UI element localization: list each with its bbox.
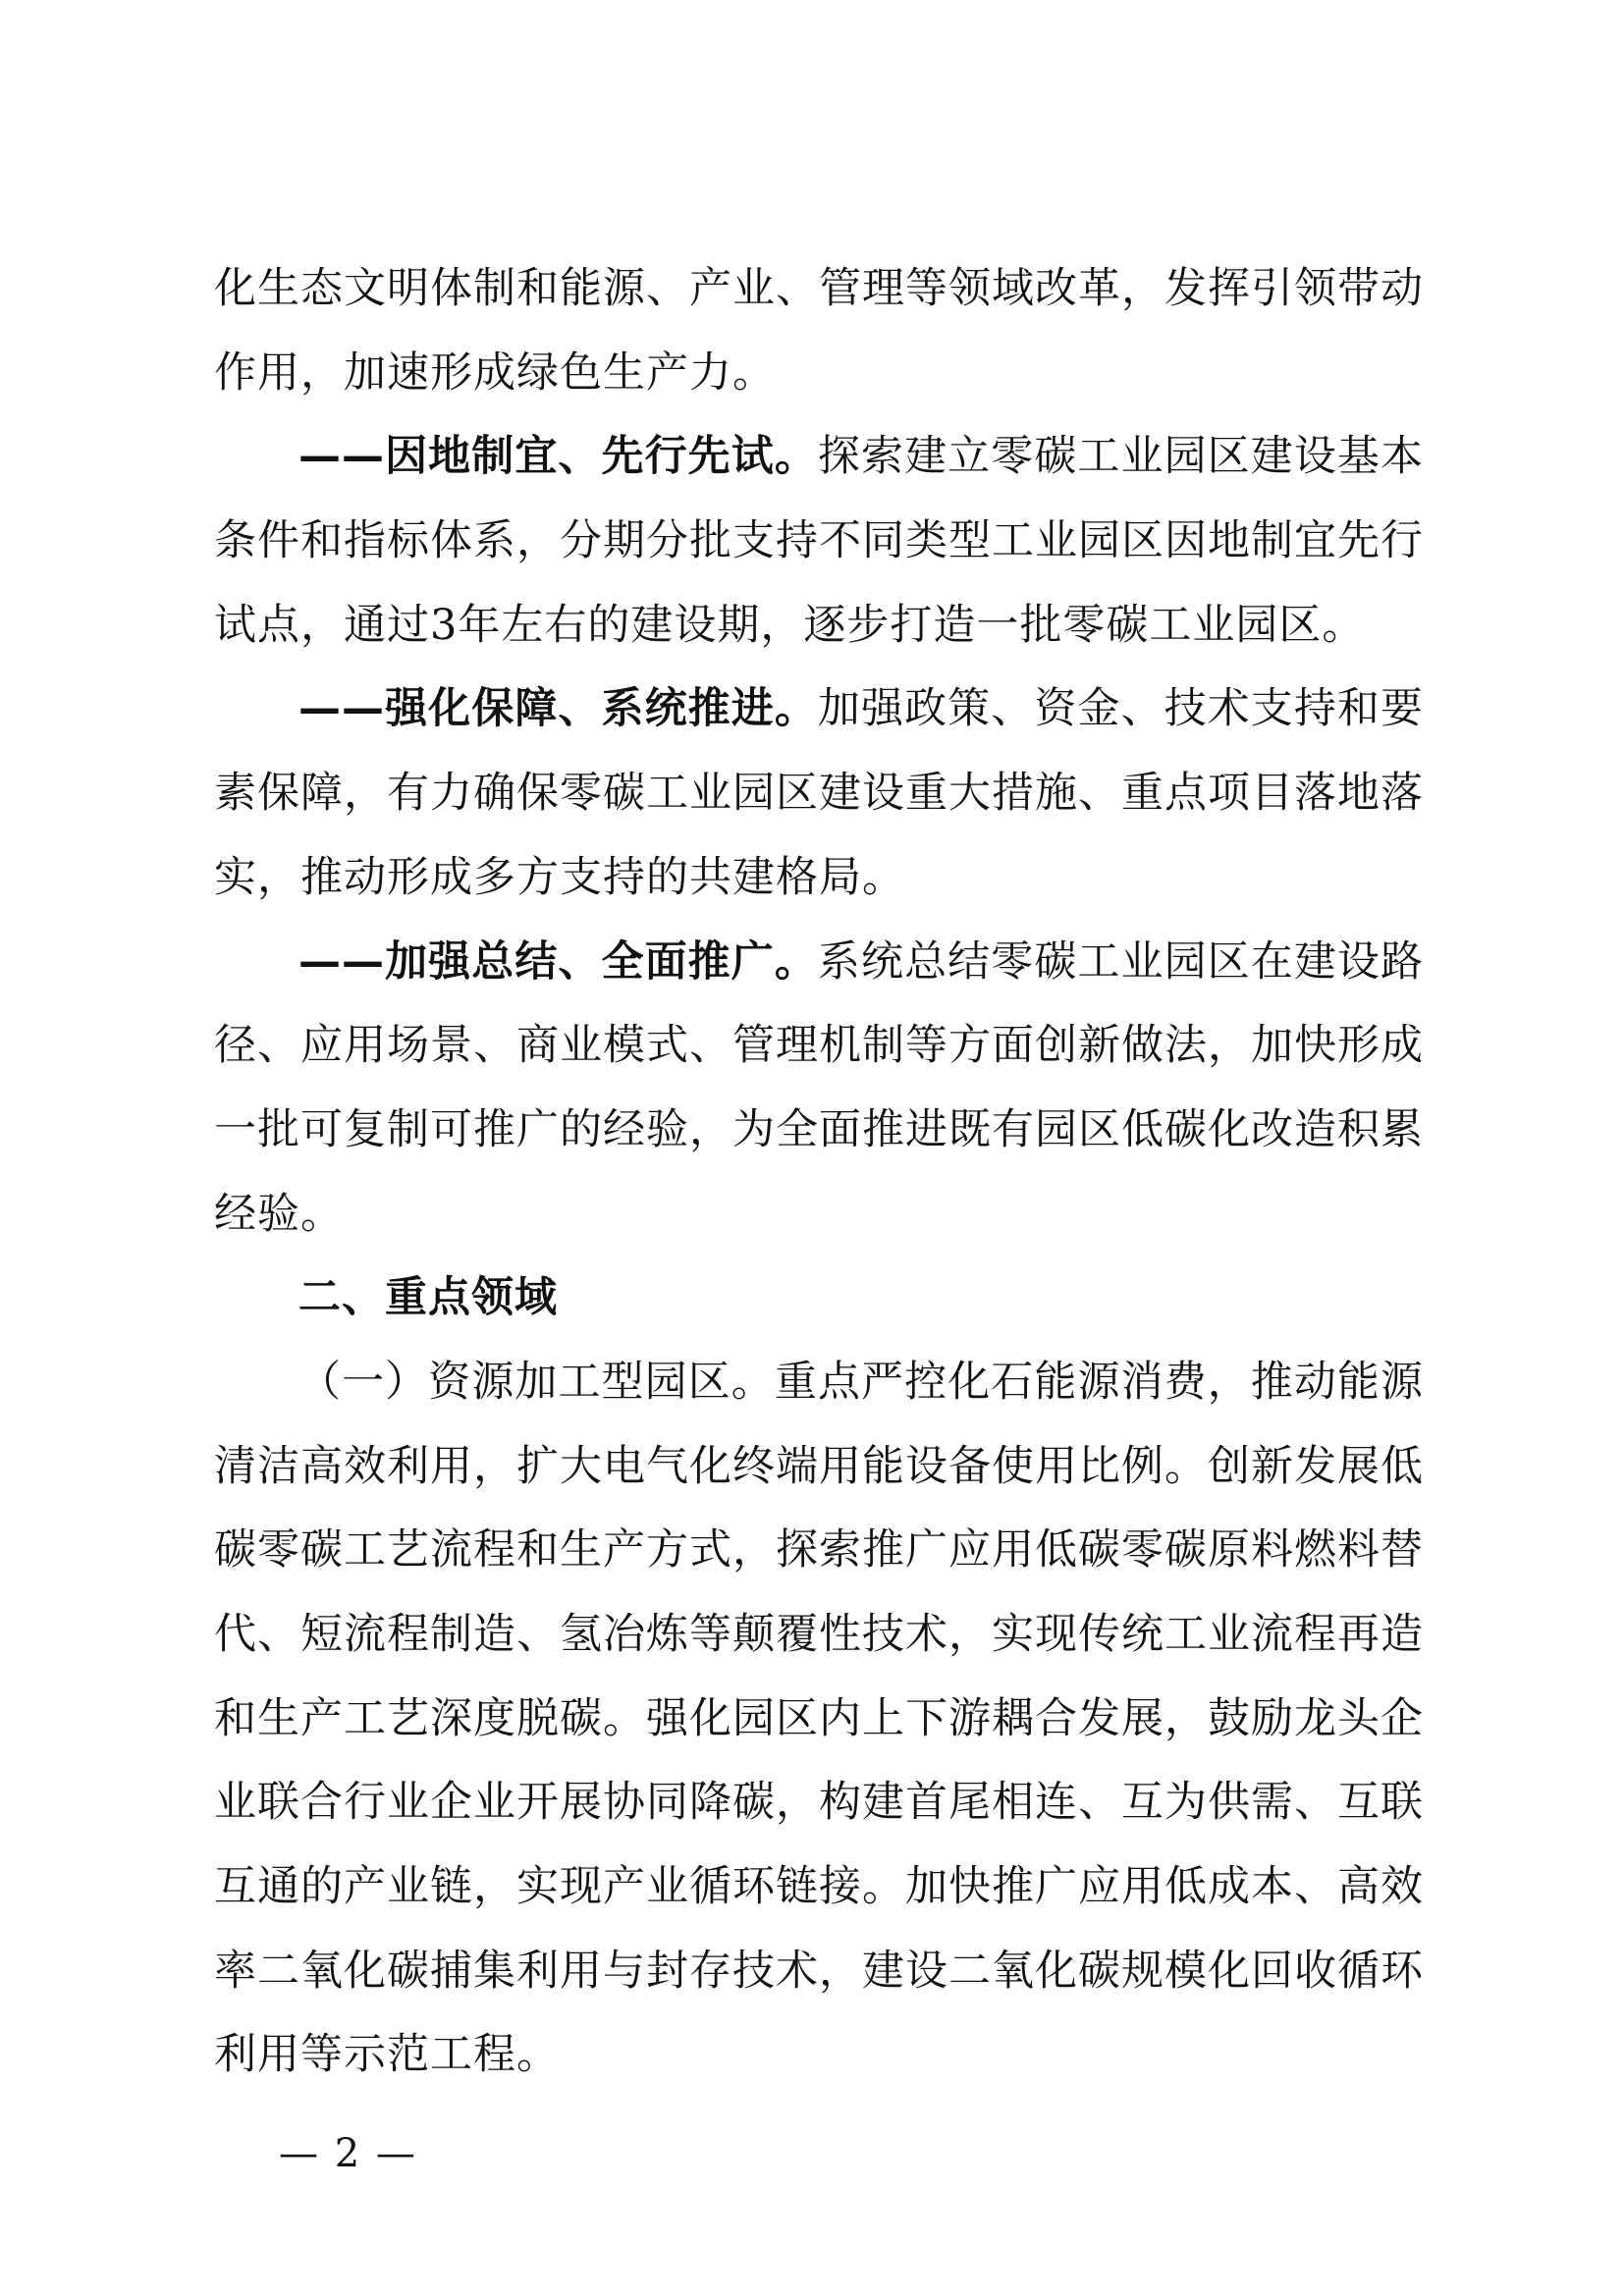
text-line: 经验。 [214,1189,344,1239]
text-line: 碳零碳工艺流程和生产方式，探索推广应用低碳零碳原料燃料替 [214,1525,1424,1575]
text-line [214,1341,1424,1425]
text-line: 试点，通过3年左右的建设期，逐步打造一批零碳工业园区。 [214,600,1366,650]
paragraph-text: 加强政策、资金、技术支持和要 [817,684,1425,734]
text-line: 径、应用场景、商业模式、管理机制等方面创新做法，加快形成 [214,1021,1424,1071]
page-number: — 2 — [279,2131,417,2176]
paragraph-text: 系统总结零碳工业园区在建设路 [817,936,1425,987]
text-line [214,921,1424,1005]
text-line: 实，推动形成多方支持的共建格局。 [214,852,905,902]
text-line: 率二氧化碳捕集利用与封存技术，建设二氧化碳规模化回收循环 [214,1946,1424,1996]
text-line: 条件和指标体系，分期分批支持不同类型工业园区因地制宜先行 [214,516,1424,566]
text-line [214,667,1424,752]
text-line: 利用等示范工程。 [214,2030,560,2080]
text-line: 和生产工艺深度脱碳。强化园区内上下游耦合发展，鼓励龙头企 [214,1693,1424,1743]
paragraph-lead: ——因地制宜、先行先试。 [298,432,818,482]
text-line: 化生态文明体制和能源、产业、管理等领域改革，发挥引领带动 [214,264,1424,313]
text-line: 作用，加速形成绿色生产力。 [214,347,776,398]
paragraph-text: 探索建立零碳工业园区建设基本 [817,432,1425,482]
text-line: 互通的产业链，实现产业循环链接。加快推广应用低成本、高效 [214,1862,1424,1912]
text-line: 一批可复制可推广的经验，为全面推进既有园区低碳化改造积累 [214,1104,1424,1154]
text-line [214,415,1424,500]
paragraph-text: 重点严控化石能源消费，推动能源 [774,1357,1425,1407]
text-line: 业联合行业企业开展协同降碳，构建首尾相连、互为供需、互联 [214,1778,1424,1828]
subsection-title: （一）资源加工型园区。 [298,1357,775,1407]
text-line: 清洁高效利用，扩大电气化终端用能设备使用比例。创新发展低 [214,1441,1424,1491]
paragraph-lead: ——强化保障、系统推进。 [298,684,818,734]
section-heading: 二、重点领域 [298,1273,558,1323]
body-text [214,247,1424,2098]
paragraph-lead: ——加强总结、全面推广。 [298,936,818,987]
text-line: 代、短流程制造、氢冶炼等颠覆性技术，实现传统工业流程再造 [214,1610,1424,1659]
text-line: 素保障，有力确保零碳工业园区建设重大措施、重点项目落地落 [214,769,1424,819]
